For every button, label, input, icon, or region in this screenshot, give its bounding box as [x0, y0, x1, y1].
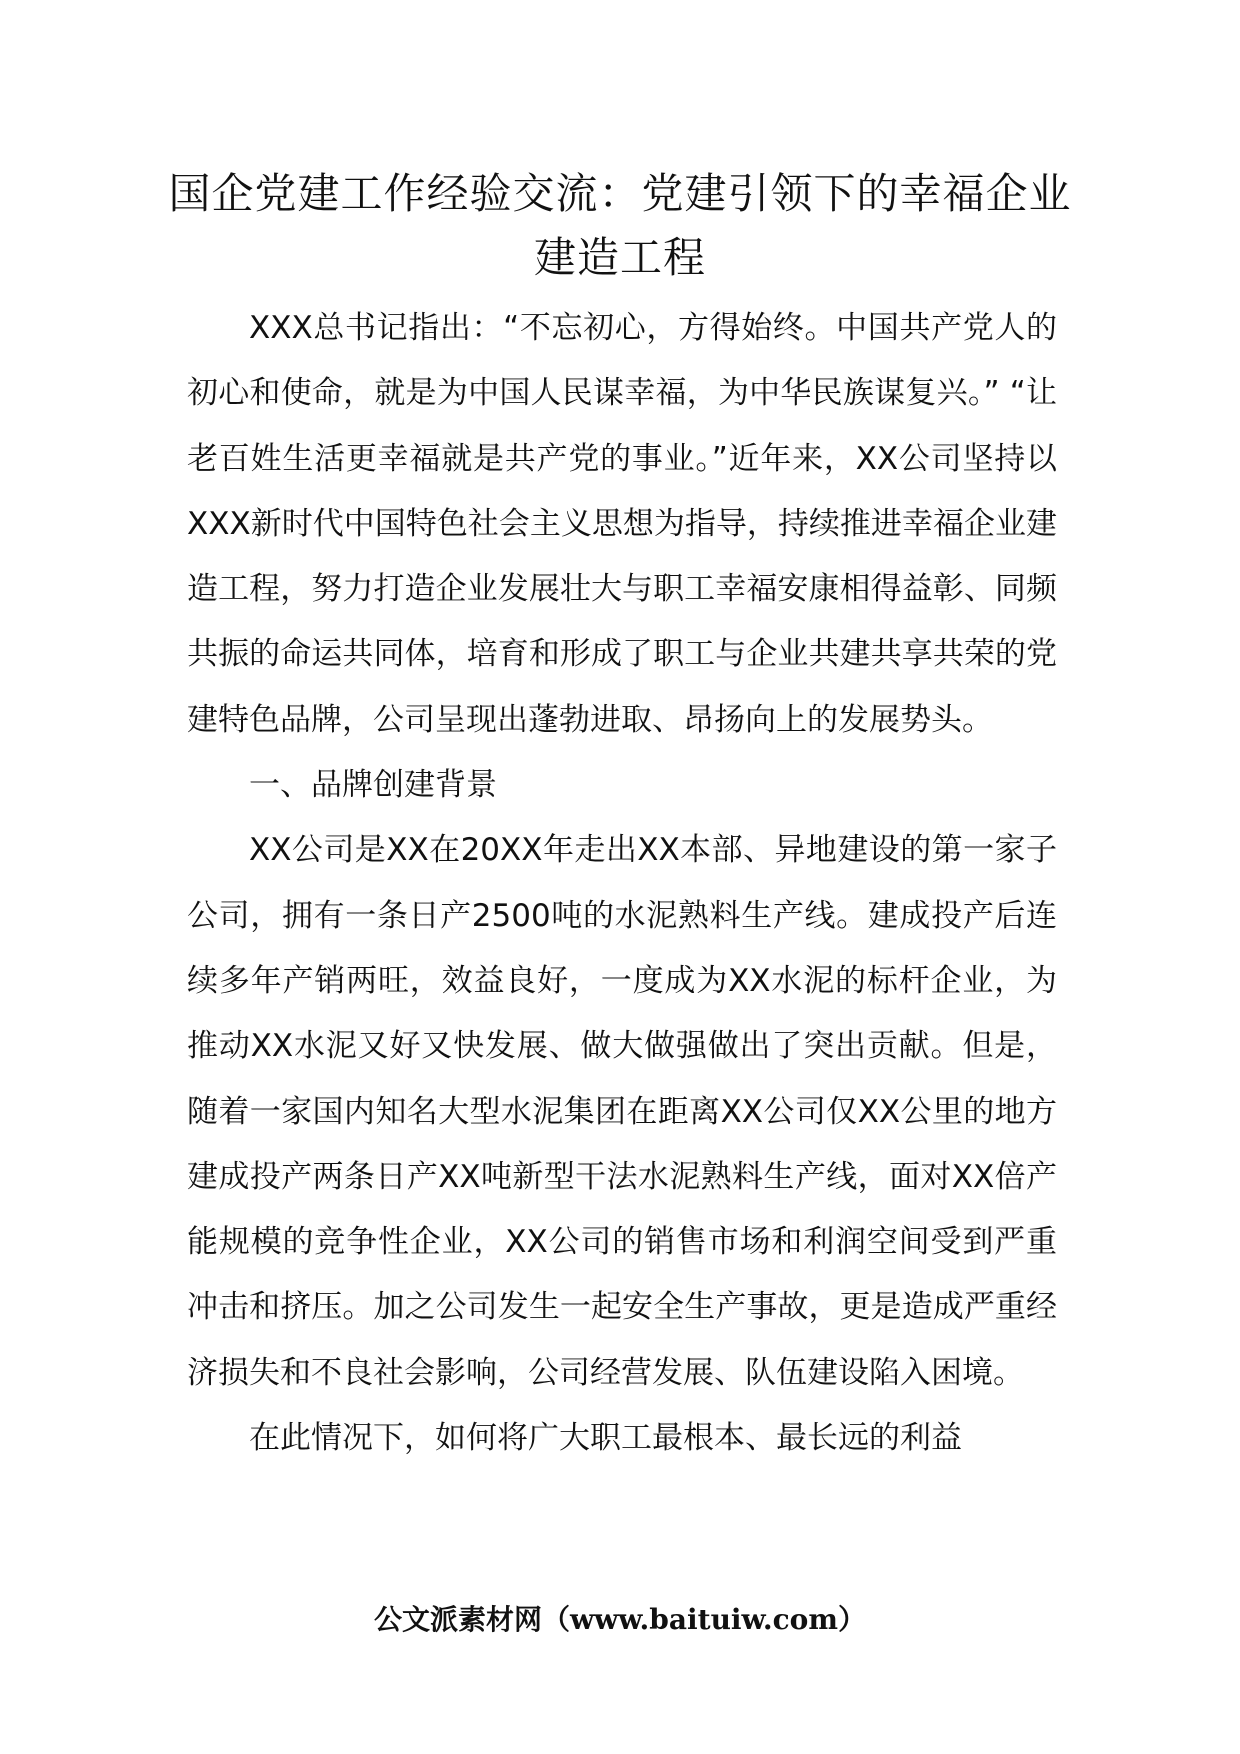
- document-title: 国企党建工作经验交流：党建引领下的幸福企业建造工程: [168, 169, 1072, 282]
- section-paragraph-2: 在此情况下，如何将广大职工最根本、最长远的利益: [249, 1420, 962, 1457]
- section-heading: 一、品牌创建背景: [249, 767, 497, 804]
- document-body: [187, 296, 1057, 1471]
- footer-watermark: 公文派素材网（www.baituiw.com）: [374, 1603, 866, 1636]
- section-paragraph-1: XX公司是XX在20XX年走出XX本部、异地建设的第一家子公司，拥有一条日产2500吨的水泥熟料生产线。建成投产后连续多年产销两旺，效益良好，一度成为XX水泥的标杆企业，为推动XX水泥又好又快发展、做大做强做出了突出贡献。但是，随着一家国内知名大型水泥集团在距离XX公司仅XX公里的地方建成投产两条日产XX吨新型干法水泥熟料生产线，面对XX倍产能规模的竞争性企业，XX公司的销售市场和利润空间受到严重冲击和挤压。加之公司发生一起安全生产事故，更是造成严重经济损失和不良社会影响，公司经营发展、队伍建设陷入困境。: [187, 832, 1057, 1391]
- intro-paragraph: XXX总书记指出：“不忘初心，方得始终。中国共产党人的初心和使命，就是为中国人民谋幸福，为中华民族谋复兴。” “让老百姓生活更幸福就是共产党的事业。”近年来，XX公司坚持以XXX新时代中国特色社会主义思想为指导，持续推进幸福企业建造工程，努力打造企业发展壮大与职工幸福安康相得益彰、同频共振的命运共同体，培育和形成了职工与企业共建共享共荣的党建特色品牌，公司呈现出蓬勃进取、昂扬向上的发展势头。: [187, 310, 1057, 738]
